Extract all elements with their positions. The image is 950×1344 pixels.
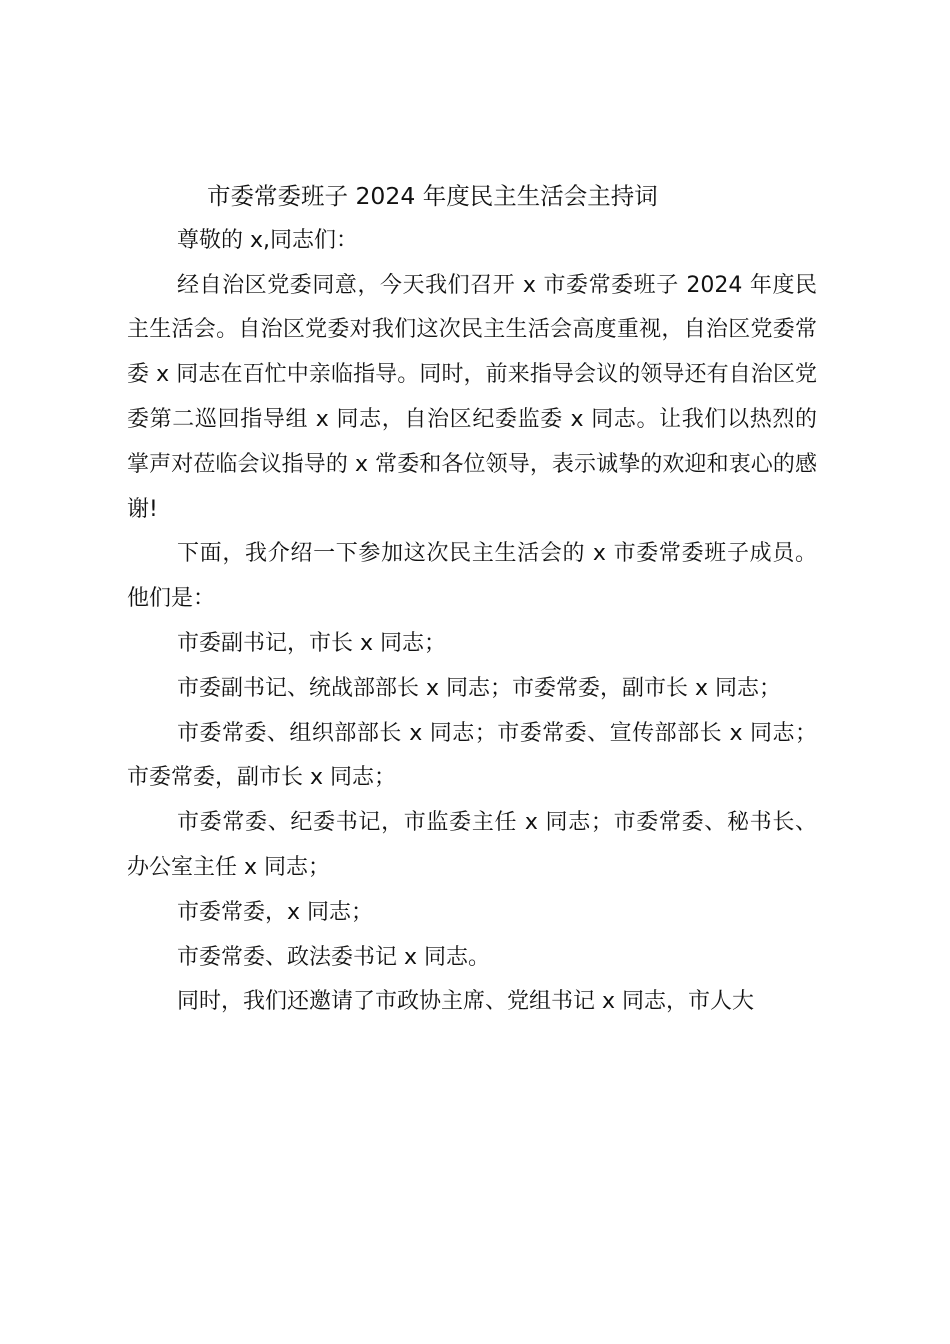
member-line: 市委常委、纪委书记，市监委主任 x 同志；市委常委、秘书长、办公室主任 x 同志； [127,810,817,880]
greeting-paragraph: 尊敬的 x,同志们： [177,227,359,253]
document-body [127,174,817,1025]
document-title: 市委常委班子 2024 年度民主生活会主持词 [207,182,658,210]
member-line: 市委副书记，市长 x 同志； [177,630,447,656]
invited-guests-paragraph: 同时，我们还邀请了市政协主席、党组书记 x 同志，市人大 [177,989,755,1015]
member-line: 市委常委，x 同志； [177,899,374,925]
member-line: 市委常委、组织部部长 x 同志；市委常委、宣传部部长 x 同志；市委常委，副市长 x 同志； [127,720,817,791]
introduction-paragraph: 下面，我介绍一下参加这次民主生活会的 x 市委常委班子成员。他们是： [127,541,817,612]
opening-paragraph: 经自治区党委同意，今天我们召开 x 市委常委班子 2024 年度民主生活会。自治区党委对我们这次民主生活会高度重视，自治区党委常委 x 同志在百忙中亲临指导。同时，前来指导会议的领导还有自治区党委第二巡回指导组 x 同志，自治区纪委监委 x 同志。让我们以热烈的掌声对莅临会议指导的 x 常委和各位领导，表示诚挚的欢迎和衷心的感谢! [127,272,817,522]
member-line: 市委常委、政法委书记 x 同志。 [177,944,491,970]
member-line: 市委副书记、统战部部长 x 同志；市委常委，副市长 x 同志； [177,675,782,701]
